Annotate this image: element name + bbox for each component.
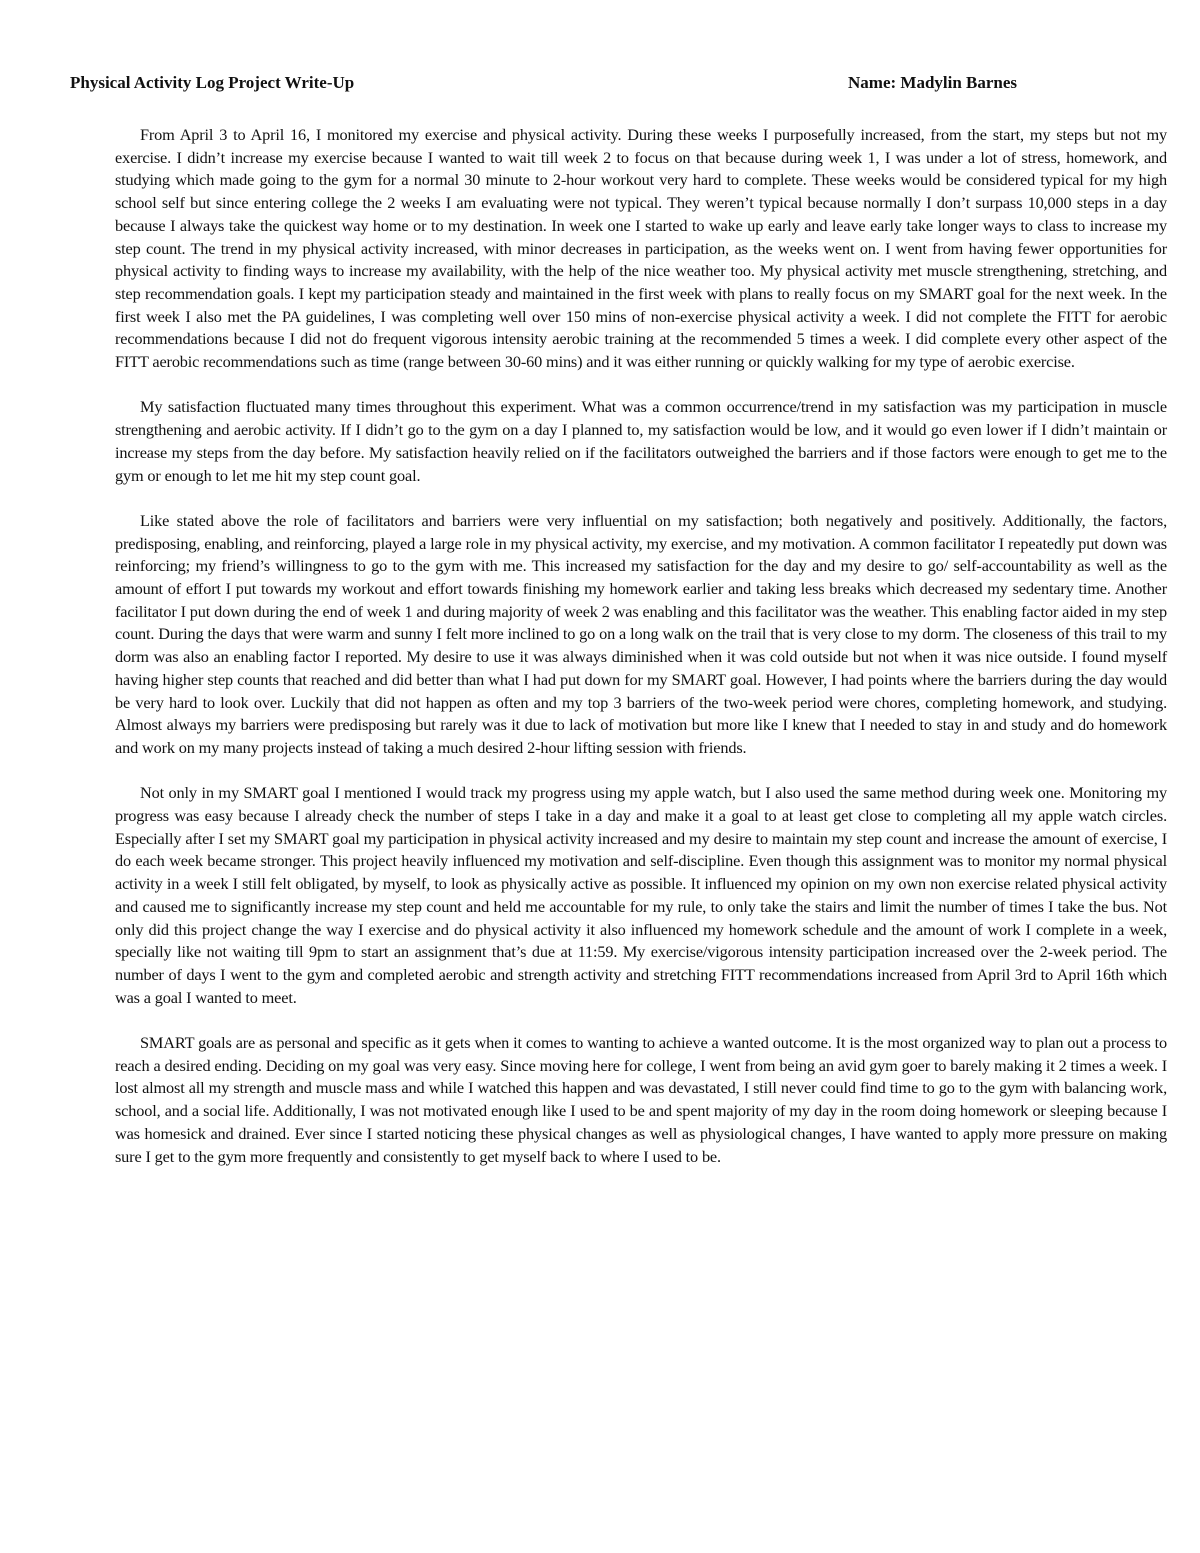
document-header [70, 73, 1070, 97]
paragraph-2: My satisfaction fluctuated many times throughout this experiment. What was a common occurrence/trend in my satisfaction was my participation in muscle strengthening and aerobic activity. If I didn’t go to the gym on a day I planned to, my satisfaction would be low, and it would go even lower if I didn’t maintain or increase my steps from the day before. My satisfaction heavily relied on if the facilitators outweighed the barriers and if those factors were enough to get me to the gym or enough to let me hit my step count goal. [115, 397, 1167, 485]
document-body [115, 124, 1167, 1168]
paragraph-1: From April 3 to April 16, I monitored my exercise and physical activity. During these weeks I purposefully increased, from the start, my steps but not my exercise. I didn’t increase my exercise because I wanted to wait till week 2 to focus on that because during week 1, I was under a lot of stress, homework, and studying which made going to the gym for a normal 30 minute to 2-hour workout very hard to complete. These weeks would be considered typical for my high school self but since entering college the 2 weeks I am evaluating were not typical. They weren’t typical because normally I don’t surpass 10,000 steps in a day because I always take the quickest way home or to my destination. In week one I started to wake up early and leave early take longer ways to class to increase my step count. The trend in my physical activity increased, with minor decreases in participation, as the weeks went on. I went from having fewer opportunities for physical activity to finding ways to increase my availability, with the help of the nice weather too. My physical activity met muscle strengthening, stretching, and step recommendation goals. I kept my participation steady and maintained in the first week with plans to really focus on my SMART goal for the next week. In the first week I also met the PA guidelines, I was completing well over 150 mins of non-exercise physical activity a week. I did not complete the FITT for aerobic recommendations because I did not do frequent vigorous intensity aerobic training at the recommended 5 times a week. I did complete every other aspect of the FITT aerobic recommendations such as time (range between 30-60 mins) and it was either running or quickly walking for my type of aerobic exercise. [115, 125, 1167, 372]
document-title: Physical Activity Log Project Write-Up [70, 73, 355, 92]
paragraph-5: SMART goals are as personal and specific as it gets when it comes to wanting to achieve a wanted outcome. It is the most organized way to plan out a process to reach a desired ending. Deciding on my goal was very easy. Since moving here for college, I went from being an avid gym goer to barely making it 2 times a week. I lost almost all my strength and muscle mass and while I watched this happen and was devastated, I still never could find time to go to the gym with balancing work, school, and a social life. Additionally, I was not motivated enough like I used to be and spent majority of my day in the room doing homework or sleeping because I was homesick and drained. Ever since I started noticing these physical changes as well as physiological changes, I have wanted to apply more pressure on making sure I get to the gym more frequently and consistently to get myself back to where I used to be. [115, 1033, 1167, 1166]
author-name: Name: Madylin Barnes [848, 73, 1018, 92]
paragraph-3: Like stated above the role of facilitators and barriers were very influential on my satisfaction; both negatively and positively. Additionally, the factors, predisposing, enabling, and reinforcing, played a large role in my physical activity, my exercise, and my motivation. A common facilitator I repeatedly put down was reinforcing; my friend’s willingness to go to the gym with me. This increased my satisfaction for the day and my desire to go/ self-accountability as well as the amount of effort I put towards my workout and effort towards finishing my homework earlier and taking less breaks which decreased my sedentary time. Another facilitator I put down during the end of week 1 and during majority of week 2 was enabling and this facilitator was the weather. This enabling factor aided in my step count. During the days that were warm and sunny I felt more inclined to go on a long walk on the trail that is very close to my dorm. The closeness of this trail to my dorm was also an enabling factor I reported. My desire to use it was always diminished when it was cold outside but not when it was nice outside. I found myself having higher step counts that reached and did better than what I had put down for my SMART goal. However, I had points where the barriers during the day would be very hard to look over. Luckily that did not happen as often and my top 3 barriers of the two-week period were chores, completing homework, and studying. Almost always my barriers were predisposing but rarely was it due to lack of motivation but more like I knew that I needed to stay in and study and do homework and work on my many projects instead of taking a much desired 2-hour lifting session with friends. [115, 510, 1167, 757]
paragraph-4: Not only in my SMART goal I mentioned I would track my progress using my apple watch, but I also used the same method during week one. Monitoring my progress was easy because I already check the number of steps I take in a day and make it a goal to at least get close to completing all my apple watch circles. Especially after I set my SMART goal my participation in physical activity increased and my desire to maintain my step count and increase the amount of exercise, I do each week became stronger. This project heavily influenced my motivation and self-discipline. Even though this assignment was to monitor my normal physical activity in a week I still felt obligated, by myself, to look as physically active as possible. It influenced my opinion on my own non exercise related physical activity and caused me to significantly increase my step count and held me accountable for my rule, to only take the stairs and limit the number of times I take the bus. Not only did this project change the way I exercise and do physical activity it also influenced my homework schedule and the amount of work I complete in a week, specially like not waiting till 9pm to start an assignment that’s due at 11:59. My exercise/vigorous intensity participation increased over the 2-week period. The number of days I went to the gym and completed aerobic and strength activity and stretching FITT recommendations increased from April 3rd to April 16th which was a goal I wanted to meet. [115, 783, 1167, 1007]
